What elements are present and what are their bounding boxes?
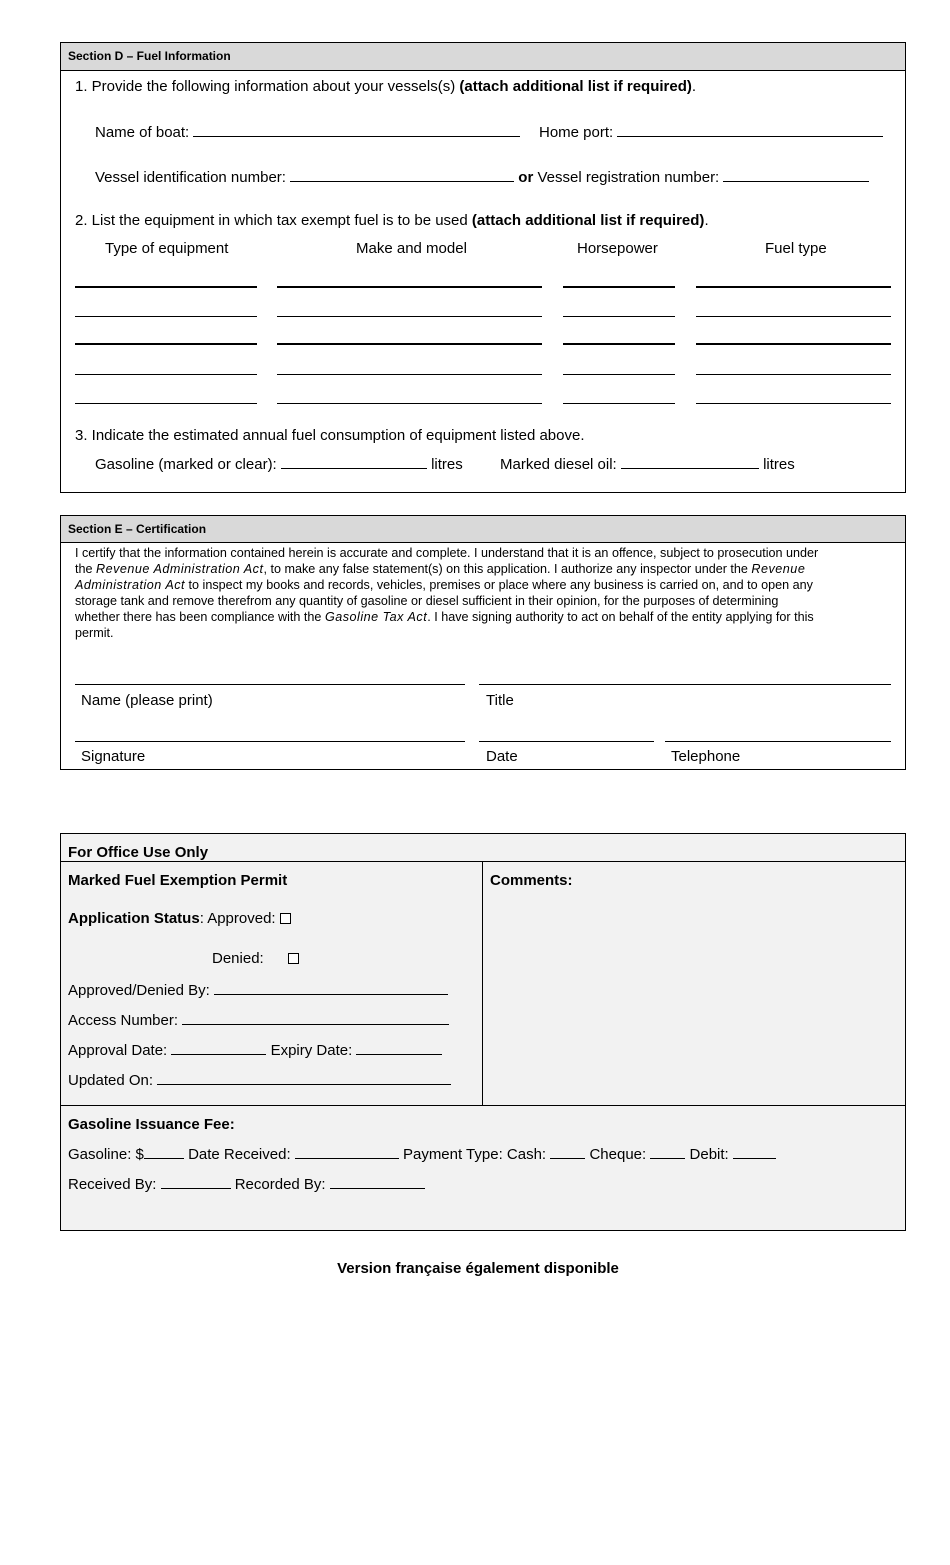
updated-on-field[interactable]	[157, 1071, 451, 1085]
approval-date-row: Approval Date: Expiry Date:	[68, 1041, 442, 1059]
equipment-line[interactable]	[75, 286, 257, 288]
question-1: 1. Provide the following information about your vessels(s) (attach additional list if required).	[75, 78, 697, 95]
denied-checkbox[interactable]	[288, 953, 299, 964]
litres-label: litres	[763, 456, 795, 473]
fee-row: Gasoline: $ Date Received: Payment Type: Cash: Cheque: Debit:	[68, 1145, 776, 1163]
vessel-id-field[interactable]	[290, 168, 514, 182]
vessel-id-label: Vessel identification number:	[95, 169, 286, 186]
gasoline-fee-field[interactable]	[144, 1145, 184, 1159]
col-horsepower: Horsepower	[577, 240, 658, 257]
denied-row	[212, 950, 299, 967]
gasoline-label: Gasoline (marked or clear):	[95, 456, 277, 473]
approved-by-row: Approved/Denied By:	[68, 981, 448, 999]
equipment-line[interactable]	[563, 316, 675, 317]
received-by-row: Received By: Recorded By:	[68, 1175, 425, 1193]
home-port-row	[539, 123, 883, 141]
name-of-boat-row	[95, 123, 520, 141]
telephone-line[interactable]	[665, 741, 891, 742]
question-2: 2. List the equipment in which tax exempt fuel is to be used (attach additional list if required).	[75, 212, 709, 229]
col-type-of-equipment: Type of equipment	[105, 240, 229, 257]
signature-line[interactable]	[75, 741, 465, 742]
equipment-line[interactable]	[277, 286, 542, 288]
access-number-field[interactable]	[182, 1011, 449, 1025]
equipment-line[interactable]	[277, 374, 542, 375]
received-by-field[interactable]	[161, 1175, 231, 1189]
date-line[interactable]	[479, 741, 654, 742]
title-line[interactable]	[479, 684, 891, 685]
equipment-line[interactable]	[75, 343, 257, 345]
french-version-notice: Version française également disponible	[337, 1260, 619, 1277]
status-label: Application Status	[68, 910, 200, 927]
application-status-row	[68, 910, 291, 927]
equipment-line[interactable]	[277, 316, 542, 317]
denied-label: Denied:	[212, 950, 264, 967]
approved-label: : Approved:	[199, 910, 276, 927]
equipment-line[interactable]	[563, 286, 675, 288]
vessel-reg-field[interactable]	[723, 168, 869, 182]
equipment-line[interactable]	[75, 403, 257, 404]
equipment-line[interactable]	[563, 374, 675, 375]
litres-label: litres	[431, 456, 463, 473]
equipment-line[interactable]	[696, 374, 891, 375]
approval-date-field[interactable]	[171, 1041, 266, 1055]
question-3: 3. Indicate the estimated annual fuel consumption of equipment listed above.	[75, 427, 585, 444]
equipment-line[interactable]	[563, 343, 675, 345]
cash-field[interactable]	[550, 1145, 585, 1159]
expiry-date-field[interactable]	[356, 1041, 442, 1055]
approved-by-field[interactable]	[214, 981, 448, 995]
telephone-label: Telephone	[671, 748, 741, 765]
office-divider-bottom	[61, 1105, 905, 1106]
section-d	[60, 42, 906, 493]
equipment-line[interactable]	[75, 316, 257, 317]
equipment-line[interactable]	[696, 316, 891, 317]
section-d-header: Section D – Fuel Information	[61, 43, 905, 71]
debit-field[interactable]	[733, 1145, 776, 1159]
signature-label: Signature	[81, 748, 146, 765]
equipment-line[interactable]	[563, 403, 675, 404]
fee-title: Gasoline Issuance Fee:	[68, 1116, 235, 1133]
or-label: or	[518, 169, 534, 186]
title-label: Title	[486, 692, 514, 709]
fuel-consumption-row	[95, 455, 463, 473]
name-of-boat-field[interactable]	[193, 123, 520, 137]
section-e-header: Section E – Certification	[61, 516, 905, 543]
office-divider-top	[61, 861, 905, 862]
office-use-section	[60, 833, 906, 1231]
gasoline-litres-field[interactable]	[281, 455, 427, 469]
office-column-divider	[482, 861, 483, 1106]
equipment-line[interactable]	[277, 343, 542, 345]
approved-checkbox[interactable]	[280, 913, 291, 924]
equipment-line[interactable]	[75, 374, 257, 375]
equipment-line[interactable]	[696, 343, 891, 345]
recorded-by-field[interactable]	[330, 1175, 425, 1189]
home-port-label: Home port:	[539, 124, 614, 141]
col-make-and-model: Make and model	[356, 240, 467, 257]
diesel-row	[500, 455, 795, 473]
date-label: Date	[486, 748, 518, 765]
certification-text: I certify that the information contained herein is accurate and complete. I understand that it is an offence, subject to prosecution under the Revenue Administration Act, to make any false statement(s) on this application. I authorize any inspector under the Revenue Administration Act to inspect my books and records, vehicles, premises or place where any business is carried on, and to open any storage tank and remove therefrom any quantity of gasoline or diesel sufficient in their opinion, for the purposes of determining whether there has been compliance with the Gasoline Tax Act. I have signing authority to act on behalf of the entity applying for this permit.	[75, 546, 819, 640]
name-of-boat-label: Name of boat:	[95, 124, 190, 141]
diesel-litres-field[interactable]	[621, 455, 759, 469]
office-use-header: For Office Use Only	[68, 844, 209, 861]
updated-on-row: Updated On:	[68, 1071, 451, 1089]
equipment-line[interactable]	[696, 286, 891, 288]
vessel-id-row	[95, 168, 869, 186]
section-e	[60, 515, 906, 770]
diesel-label: Marked diesel oil:	[500, 456, 617, 473]
comments-label: Comments:	[490, 872, 573, 889]
access-number-row: Access Number:	[68, 1011, 449, 1029]
cheque-field[interactable]	[650, 1145, 685, 1159]
col-fuel-type: Fuel type	[765, 240, 827, 257]
vessel-reg-label: Vessel registration number:	[537, 169, 720, 186]
name-label: Name (please print)	[81, 692, 213, 709]
equipment-line[interactable]	[277, 403, 542, 404]
name-line[interactable]	[75, 684, 465, 685]
equipment-line[interactable]	[696, 403, 891, 404]
date-received-field[interactable]	[295, 1145, 399, 1159]
home-port-field[interactable]	[617, 123, 883, 137]
permit-title: Marked Fuel Exemption Permit	[68, 872, 288, 889]
